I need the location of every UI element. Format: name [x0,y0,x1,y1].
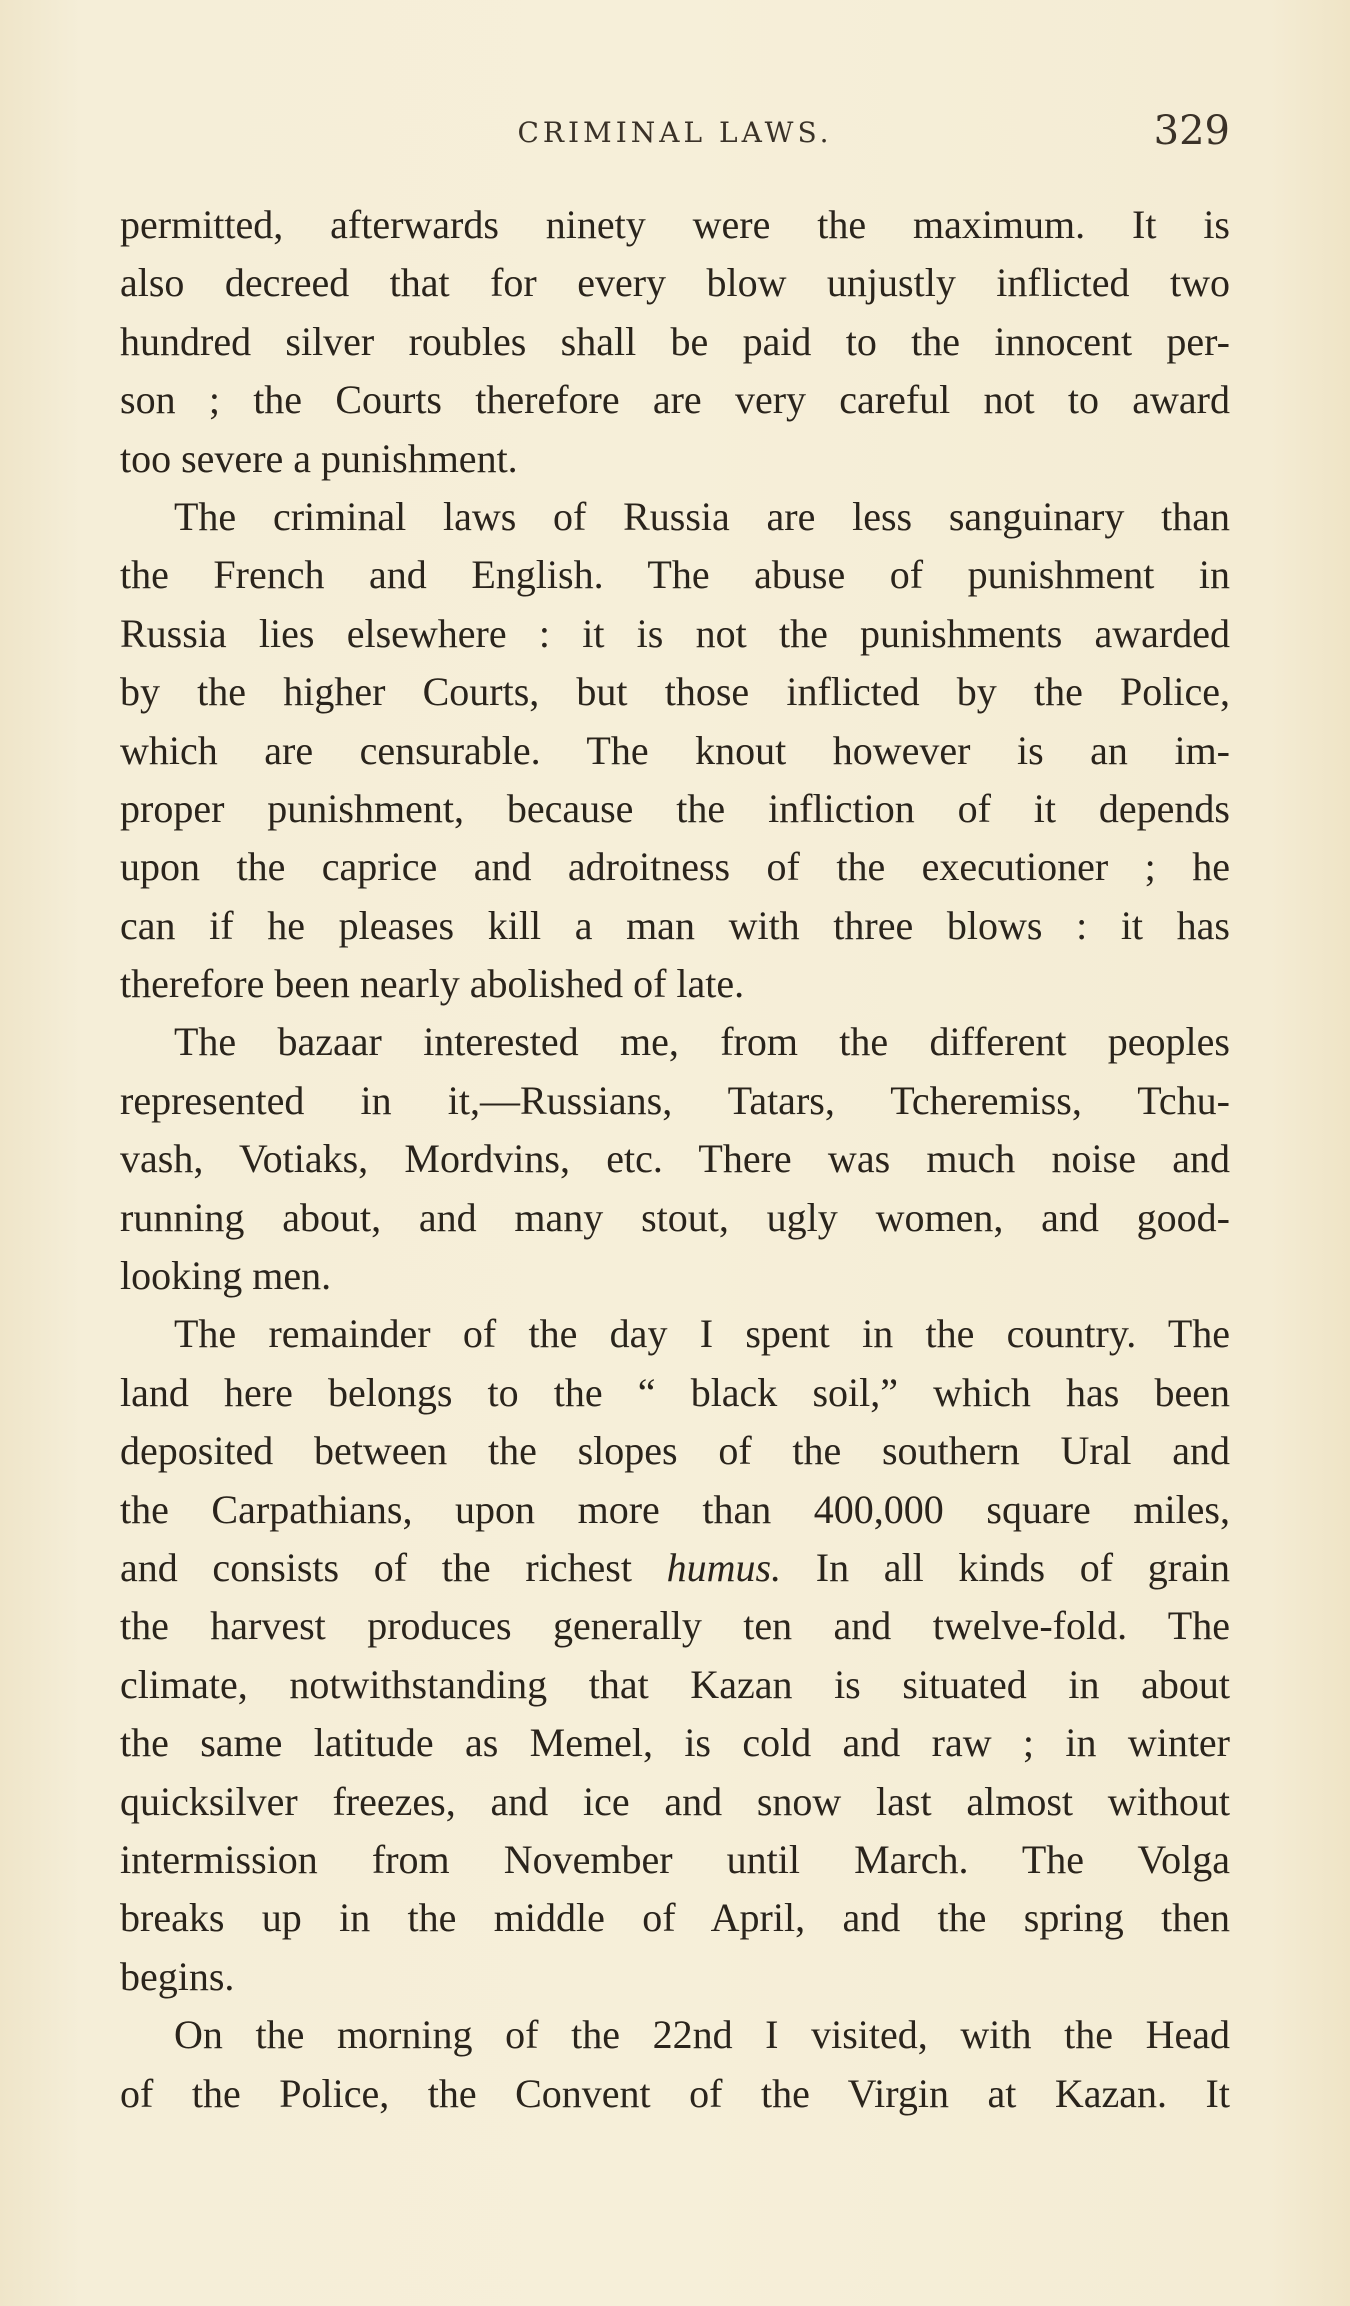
text-line: which are censurable. The knout however is an im- [120,727,1230,773]
body-text [120,196,1230,2123]
paragraph [120,2006,1230,2123]
paragraph [120,1013,1230,1305]
text-line: The bazaar interested me, from the different peoples [174,1019,1230,1065]
text-line: also decreed that for every blow unjustly inflicted two [120,260,1230,306]
text-line: land here belongs to the “ black soil,” which has been [120,1369,1230,1415]
text-line: too severe a punishment. [120,435,518,481]
text-line: of the Police, the Convent of the Virgin at Kazan. It [120,2070,1230,2116]
paragraph [120,196,1230,488]
text-line: climate, notwithstanding that Kazan is situated in about [120,1661,1230,1707]
text-line: breaks up in the middle of April, and the spring then [120,1895,1230,1941]
paragraph [120,488,1230,1014]
text-line: the harvest produces generally ten and twelve-fold. The [120,1603,1230,1649]
text-line: permitted, afterwards ninety were the maximum. It is [120,202,1230,247]
text-line: the same latitude as Memel, is cold and raw ; in winter [120,1720,1230,1766]
text-line: On the morning of the 22nd I visited, with the Head [174,2012,1230,2058]
text-line: the French and English. The abuse of punishment in [120,552,1230,598]
paragraph [120,1305,1230,2006]
running-head [120,108,1230,158]
text-run: In all kinds of grain [781,1544,1230,1590]
text-line: intermission from November until March. The Volga [120,1836,1230,1882]
text-run: and consists of the richest [120,1544,667,1590]
text-line: upon the caprice and adroitness of the executioner ; he [120,844,1230,890]
text-line: proper punishment, because the infliction of it depends [120,785,1230,831]
italic-word: humus. [666,1544,782,1590]
text-line: quicksilver freezes, and ice and snow last almost without [120,1778,1230,1824]
text-line: begins. [120,1953,235,1999]
text-line: son ; the Courts therefore are very careful not to award [120,377,1230,423]
text-line: therefore been nearly abolished of late. [120,961,745,1007]
text-line: can if he pleases kill a man with three blows : it has [120,902,1230,948]
text-line: represented in it,—Russians, Tatars, Tcheremiss, Tchu- [120,1077,1230,1123]
text-line-mixed [120,1539,1230,1597]
text-line: hundred silver roubles shall be paid to the innocent per- [120,318,1230,364]
text-line: The criminal laws of Russia are less sanguinary than [174,493,1230,539]
text-line: running about, and many stout, ugly women, and good- [120,1194,1230,1240]
text-line: looking men. [120,1253,332,1299]
running-head-title: CRIMINAL LAWS. [517,116,833,149]
text-line: deposited between the slopes of the southern Ural and [120,1428,1230,1474]
text-line: the Carpathians, upon more than 400,000 square miles, [120,1486,1230,1532]
text-line: vash, Votiaks, Mordvins, etc. There was much noise and [120,1136,1230,1182]
text-line: by the higher Courts, but those inflicted by the Police, [120,669,1230,715]
text-line: The remainder of the day I spent in the country. The [174,1311,1230,1357]
text-line: Russia lies elsewhere : it is not the punishments awarded [120,610,1230,656]
page-number: 329 [1153,108,1230,154]
